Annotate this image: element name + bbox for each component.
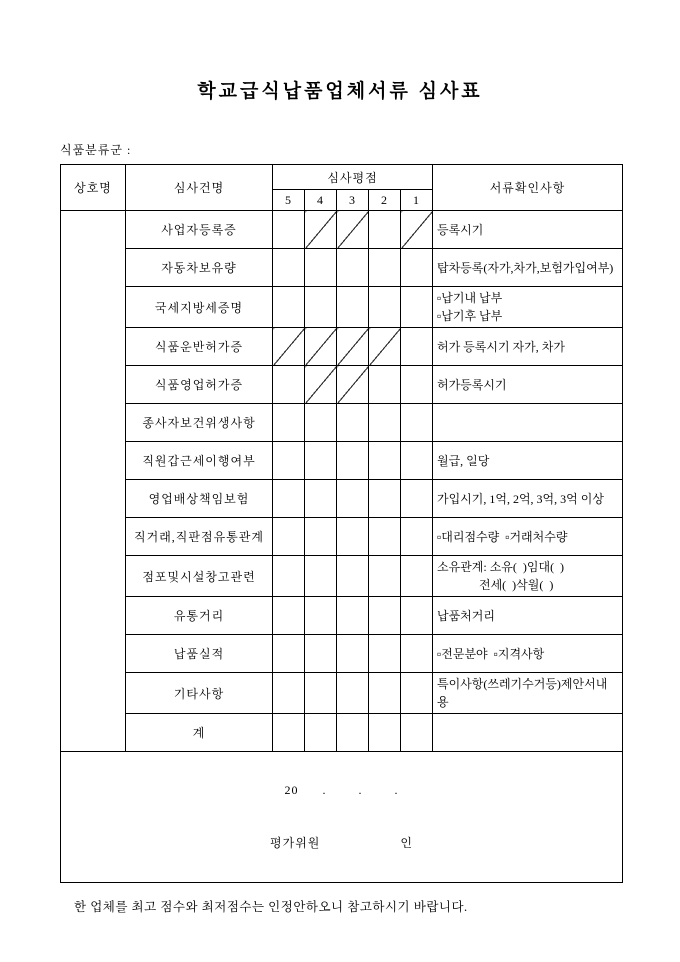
table-row	[61, 673, 623, 714]
header-row-1	[61, 165, 623, 190]
score-cell	[305, 673, 337, 714]
confirmation-line: 가입시기, 1억, 2억, 3억, 3억 이상	[437, 491, 604, 506]
table-row	[61, 480, 623, 518]
table-row	[61, 287, 623, 328]
review-item-cell: 직거래,직판점유통관계	[126, 518, 273, 556]
confirmation-line: 전세( )삭월( )	[437, 578, 554, 592]
confirmation-cell	[433, 287, 623, 328]
confirmation-cell	[433, 442, 623, 480]
score-cell	[305, 404, 337, 442]
score-cell-struck	[337, 366, 369, 404]
confirmation-line: 월급, 일당	[437, 453, 490, 468]
score-cell	[401, 249, 433, 287]
score-cell-struck	[305, 366, 337, 404]
company-name-cell	[61, 211, 126, 752]
review-item-cell: 점포및시설창고관련	[126, 556, 273, 597]
score-cell	[337, 249, 369, 287]
header-score-col-3: 3	[337, 190, 369, 211]
score-cell	[369, 518, 401, 556]
confirmation-line: 탑차등록(자가,차가,보험가입여부)	[437, 260, 614, 275]
score-cell	[369, 211, 401, 249]
score-cell	[401, 287, 433, 328]
confirmation-cell	[433, 714, 623, 752]
confirmation-line: 등록시기	[437, 222, 484, 237]
score-cell	[401, 714, 433, 752]
score-cell	[337, 518, 369, 556]
score-cell	[401, 480, 433, 518]
score-cell	[337, 442, 369, 480]
review-item-cell: 종사자보건위생사항	[126, 404, 273, 442]
score-cell	[273, 366, 305, 404]
score-cell	[337, 480, 369, 518]
table-row	[61, 556, 623, 597]
score-cell	[337, 287, 369, 328]
score-cell	[273, 556, 305, 597]
page-title: 학교급식납품업체서류 심사표	[197, 81, 483, 102]
score-cell	[273, 480, 305, 518]
review-item-cell: 국세지방세증명	[126, 287, 273, 328]
score-cell	[369, 249, 401, 287]
score-cell	[273, 597, 305, 635]
score-cell	[369, 366, 401, 404]
table-row	[61, 518, 623, 556]
score-cell	[273, 673, 305, 714]
score-cell	[305, 635, 337, 673]
date-line: 20 . . .	[284, 783, 399, 797]
table-row	[61, 404, 623, 442]
confirmation-cell	[433, 556, 623, 597]
confirmation-line: 허가등록시기	[437, 377, 507, 392]
confirmation-cell	[433, 366, 623, 404]
confirmation-line: 특이사항(쓰레기수거등)제안서내용	[437, 677, 608, 709]
score-cell-struck	[369, 328, 401, 366]
confirmation-cell	[433, 211, 623, 249]
score-cell	[401, 328, 433, 366]
score-cell	[305, 287, 337, 328]
score-cell	[305, 518, 337, 556]
confirmation-line: 소유관계: 소유( )임대( )	[437, 560, 565, 574]
score-cell	[273, 518, 305, 556]
score-cell-struck	[305, 211, 337, 249]
score-cell	[305, 249, 337, 287]
score-cell-struck	[305, 328, 337, 366]
review-table	[60, 164, 623, 883]
table-row	[61, 211, 623, 249]
score-cell	[401, 635, 433, 673]
review-item-cell: 사업자등록증	[126, 211, 273, 249]
review-item-cell: 식품영업허가증	[126, 366, 273, 404]
score-cell	[337, 404, 369, 442]
review-item-cell: 기타사항	[126, 673, 273, 714]
confirmation-line: 납품처거리	[437, 608, 495, 623]
confirmation-cell	[433, 635, 623, 673]
table-row	[61, 328, 623, 366]
score-cell-struck	[337, 211, 369, 249]
table-row	[61, 249, 623, 287]
score-cell	[305, 597, 337, 635]
table-row	[61, 597, 623, 635]
confirmation-line: ▫전문분야 ▫지격사항	[437, 646, 545, 661]
score-cell	[369, 597, 401, 635]
confirmation-line: ▫납기후 납부	[437, 309, 503, 323]
review-item-cell: 직원갑근세이행여부	[126, 442, 273, 480]
score-cell	[337, 673, 369, 714]
header-item: 심사건명	[126, 165, 273, 211]
score-cell	[337, 556, 369, 597]
score-cell	[337, 714, 369, 752]
table-row	[61, 366, 623, 404]
confirmation-line: ▫대리점수량 ▫거래처수량	[437, 529, 568, 544]
review-item-cell: 식품운반허가증	[126, 328, 273, 366]
header-score-col-4: 4	[305, 190, 337, 211]
table-row	[61, 714, 623, 752]
review-item-cell: 납품실적	[126, 635, 273, 673]
score-cell	[401, 673, 433, 714]
review-item-cell: 계	[126, 714, 273, 752]
confirmation-cell	[433, 328, 623, 366]
confirmation-cell	[433, 673, 623, 714]
score-cell-struck	[401, 211, 433, 249]
table-row	[61, 635, 623, 673]
score-cell	[369, 556, 401, 597]
classification-label: 식품분류군 :	[60, 143, 132, 157]
review-item-cell: 영업배상책임보험	[126, 480, 273, 518]
score-cell	[401, 404, 433, 442]
table-row	[61, 442, 623, 480]
footer-note: 한 업체를 최고 점수와 최저점수는 인정안하오니 참고하시기 바랍니다.	[74, 900, 468, 914]
confirmation-line: ▫납기내 납부	[437, 291, 503, 305]
score-cell-struck	[337, 328, 369, 366]
confirmation-cell	[433, 480, 623, 518]
score-cell	[273, 635, 305, 673]
score-cell	[337, 635, 369, 673]
confirmation-cell	[433, 597, 623, 635]
score-cell	[273, 714, 305, 752]
score-cell	[305, 442, 337, 480]
score-cell	[273, 249, 305, 287]
header-company: 상호명	[61, 165, 126, 211]
review-item-cell: 자동차보유량	[126, 249, 273, 287]
score-cell	[337, 597, 369, 635]
score-cell	[369, 635, 401, 673]
score-cell	[273, 404, 305, 442]
header-confirm: 서류확인사항	[433, 165, 623, 211]
header-score-col-1: 1	[401, 190, 433, 211]
score-cell	[369, 404, 401, 442]
score-cell	[369, 442, 401, 480]
score-cell	[369, 287, 401, 328]
score-cell	[305, 480, 337, 518]
header-score-col-5: 5	[273, 190, 305, 211]
signature-cell	[61, 752, 623, 883]
score-cell	[273, 287, 305, 328]
score-cell-struck	[273, 328, 305, 366]
score-cell	[369, 480, 401, 518]
score-cell	[401, 556, 433, 597]
score-cell	[401, 366, 433, 404]
confirmation-line: 허가 등록시기 자가, 차가	[437, 339, 565, 354]
confirmation-cell	[433, 404, 623, 442]
score-cell	[369, 714, 401, 752]
score-cell	[401, 597, 433, 635]
confirmation-cell	[433, 249, 623, 287]
score-cell	[305, 556, 337, 597]
header-score: 심사평점	[273, 165, 433, 190]
header-score-col-2: 2	[369, 190, 401, 211]
score-cell	[401, 442, 433, 480]
review-item-cell: 유통거리	[126, 597, 273, 635]
score-cell	[273, 442, 305, 480]
score-cell	[401, 518, 433, 556]
evaluator-seal-line: 평가위원 인	[270, 836, 413, 850]
confirmation-cell	[433, 518, 623, 556]
score-cell	[273, 211, 305, 249]
score-cell	[369, 673, 401, 714]
signature-row	[61, 752, 623, 883]
score-cell	[305, 714, 337, 752]
